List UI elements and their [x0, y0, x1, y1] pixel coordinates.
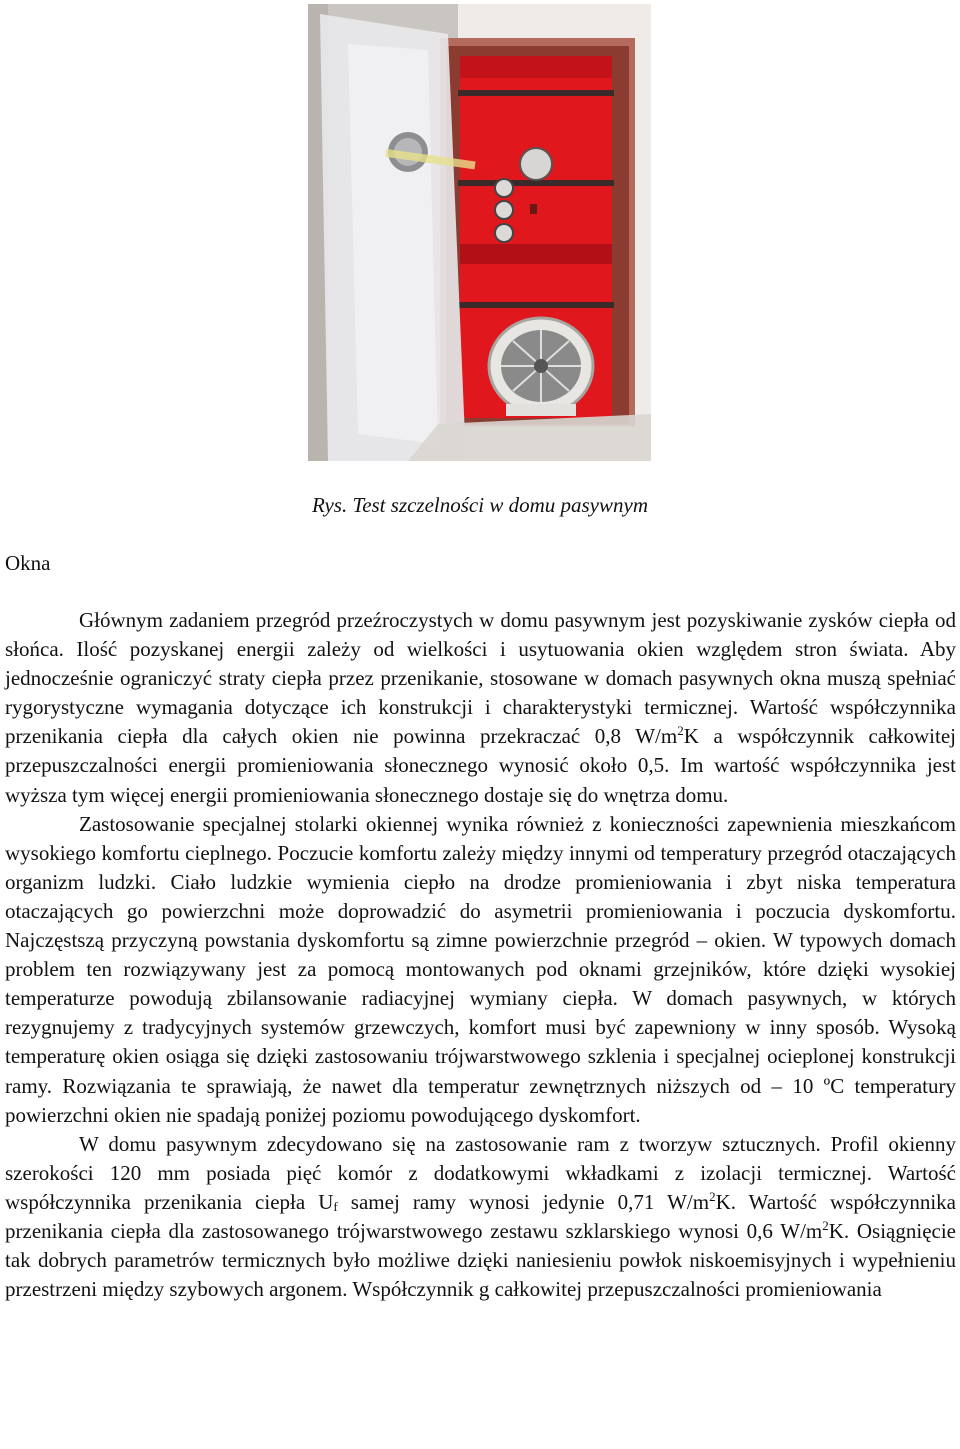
- figure-caption: Rys. Test szczelności w domu pasywnym: [312, 493, 648, 517]
- blower-door-photo: [308, 4, 651, 461]
- paragraph-2: Zastosowanie specjalnej stolarki okiennej wynika również z konieczności zapewnienia mieszkańcom wysokiego komfortu cieplnego. Poczucie komfortu zależy między innymi od temperatury przegród otaczających organizm ludzki. Ciało ludzkie wymienia ciepło na drodze promieniowania i zbyt niska temperatura otaczających go powierzchni może doprowadzić do asymetrii promieniowania i poczucia dyskomfortu. Najczęstszą przyczyną powstania dyskomfortu są zimne powierzchnie przegród – okien. W typowych domach problem ten rozwiązywany jest za pomocą montowanych pod oknami grzejników, które dzięki wysokiej temperaturze powodują zbilansowanie radiacyjnej wymiany ciepła. W domach pasywnych, w których rezygnujemy z tradycyjnych systemów grzewczych, komfort musi być zapewniony w inny sposób. Wysoką temperaturę okien osiąga się dzięki zastosowaniu trójwarstwowego szklenia i specjalnej ocieplonej konstrukcji ramy. Rozwiązania te sprawiają, że nawet dla temperatur zewnętrznych niższych od – 10 ºC temperatury powierzchni okien nie spadają poniżej poziomu powodującego dyskomfort.: [5, 811, 956, 1127]
- paragraph-3: W domu pasywnym zdecydowano się na zastosowanie ram z tworzyw sztucznych. Profil okienny szerokości 120 mm posiada pięć komór z dodatkowymi wkładkami z izolacji termicznej. Wartość współczynnika przenikania ciepła $U_f$ samej ramy wynosi jedynie 0,71 $W/m^2K$. Wartość współczynnika przenikania ciepła dla zastosowanego trójwarstwowego zestawu szklarskiego wynosi 0,6 $W/m^2K$. Osiągnięcie tak dobrych parametrów termicznych było możliwe dzięki naniesieniu powłok niskoemisyjnych i wypełnieniu przestrzeni między szybowych argonem. Współczynnik g całkowitej przepuszczalności promieniowania: [5, 1131, 957, 1302]
- section-heading: Okna: [5, 551, 51, 575]
- paragraph-1: Głównym zadaniem przegród przeźroczystych w domu pasywnym jest pozyskiwanie zysków ciepła od słońca. Ilość pozyskanej energii zależy od wielkości i usytuowania okien względem stron świata. Aby jednocześnie ograniczyć straty ciepła przez przenikanie, stosowane w domach pasywnych okna muszą spełniać rygorystyczne wymagania dotyczące ich konstrukcji i charakterystyki termicznej. Wartość współczynnika przenikania ciepła dla całych okien nie powinna przekraczać 0,8 $W/m^2K$ a współczynnik całkowitej przepuszczalności energii promieniowania słonecznego wynosić około 0,5. Im wartość współczynnika jest wyższa tym więcej energii promieniowania słonecznego dostaje się do wnętrza domu.: [5, 608, 956, 807]
- body-text: [5, 606, 956, 1304]
